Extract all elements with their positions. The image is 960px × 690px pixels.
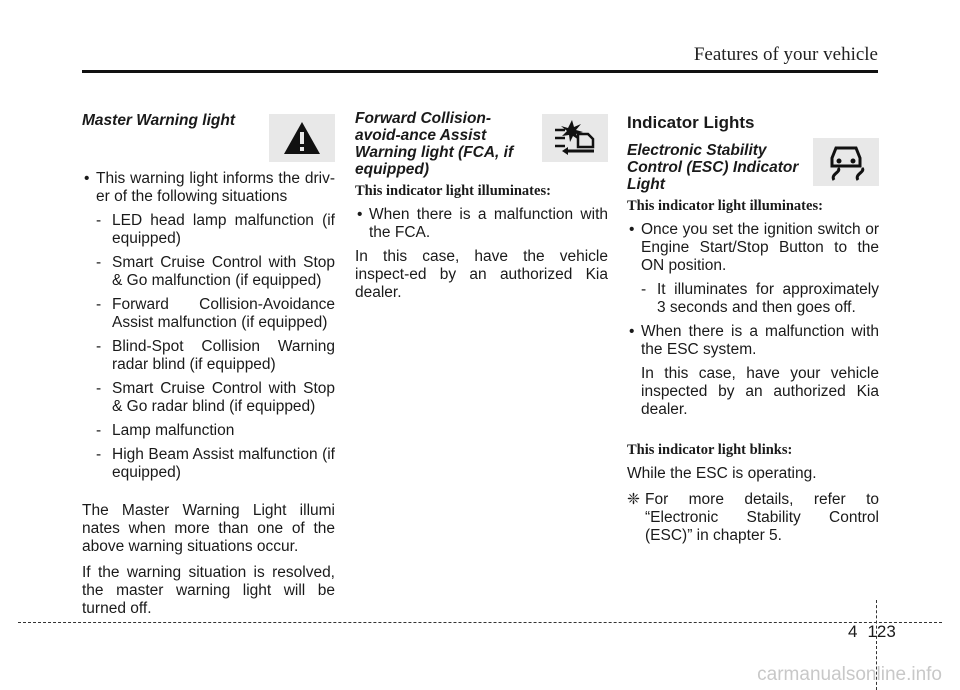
master-warning-title: Master Warning light xyxy=(82,112,236,129)
warning-triangle-icon xyxy=(282,120,322,156)
esc-para-2: While the ESC is operating. xyxy=(627,465,817,482)
list-item: - Lamp malfunction xyxy=(96,422,235,439)
master-warning-icon-box xyxy=(269,114,335,162)
esc-bullet-2: • When there is a malfunction with the ESC system. xyxy=(627,323,879,359)
page-number xyxy=(848,622,960,642)
list-item: - Forward Collision-Avoidance Assist malfunction (if equipped) xyxy=(96,296,335,331)
section-header-title: Features of your vehicle xyxy=(693,44,878,65)
esc-note: ❈ For more details, refer to “Electronic Stability Control (ESC)” in chapter 5. xyxy=(627,491,879,544)
fca-collision-icon xyxy=(550,118,600,158)
esc-bullet-1: • Once you set the ignition switch or Engine Start/Stop Button to the ON position. xyxy=(627,221,879,275)
fca-header xyxy=(355,110,608,178)
indicator-lights-section xyxy=(627,110,879,545)
note-symbol-icon: ❈ xyxy=(627,491,640,508)
page-number-value: 123 xyxy=(867,622,896,641)
list-item: - Smart Cruise Control with Stop & Go malfunction (if equipped) xyxy=(96,254,335,289)
esc-subhead-blinks: This indicator light blinks: xyxy=(627,442,793,458)
list-item: - LED head lamp malfunction (if equipped) xyxy=(96,212,335,247)
fca-icon-box xyxy=(542,114,608,162)
fca-para: In this case, have the vehicle inspect-ed by an authorized Kia dealer. xyxy=(355,248,608,301)
esc-icon-box xyxy=(813,138,879,186)
master-warning-bullet: • This warning light informs the driv-er of the following situations xyxy=(82,170,335,206)
master-warning-header xyxy=(82,110,335,160)
esc-header xyxy=(627,142,879,193)
fca-section xyxy=(355,110,608,310)
fca-title: Forward Collision-avoid-ance Assist Warning light (FCA, if equipped) xyxy=(355,110,514,178)
esc-title: Electronic Stability Control (ESC) Indicator Light xyxy=(627,142,799,193)
master-warning-section xyxy=(82,110,335,626)
master-warning-para-2: If the warning situation is resolved, the master warning light will be turned off. xyxy=(82,564,335,617)
esc-skid-icon xyxy=(826,142,866,182)
list-item: - High Beam Assist malfunction (if equipped) xyxy=(96,446,335,481)
master-warning-para-1: The Master Warning Light illumi nates when more than one of the above warning situations occur. xyxy=(82,502,335,555)
fca-subhead: This indicator light illuminates: xyxy=(355,183,551,199)
list-item: - Blind-Spot Collision Warning radar blind (if equipped) xyxy=(96,338,335,373)
esc-subitem: - It illuminates for approximately 3 seconds and then goes off. xyxy=(641,281,879,316)
watermark: carmanualsonline.info xyxy=(757,664,942,685)
chapter-number: 4 xyxy=(848,622,858,641)
header-rule xyxy=(82,70,878,73)
esc-subhead-illuminates: This indicator light illuminates: xyxy=(627,198,823,214)
indicator-lights-heading: Indicator Lights xyxy=(627,113,755,132)
list-item: - Smart Cruise Control with Stop & Go radar blind (if equipped) xyxy=(96,380,335,415)
footer-rule xyxy=(18,622,942,623)
fca-bullet: • When there is a malfunction with the FCA. xyxy=(355,206,608,242)
esc-para-1: In this case, have your vehicle inspected by an authorized Kia dealer. xyxy=(641,365,879,418)
